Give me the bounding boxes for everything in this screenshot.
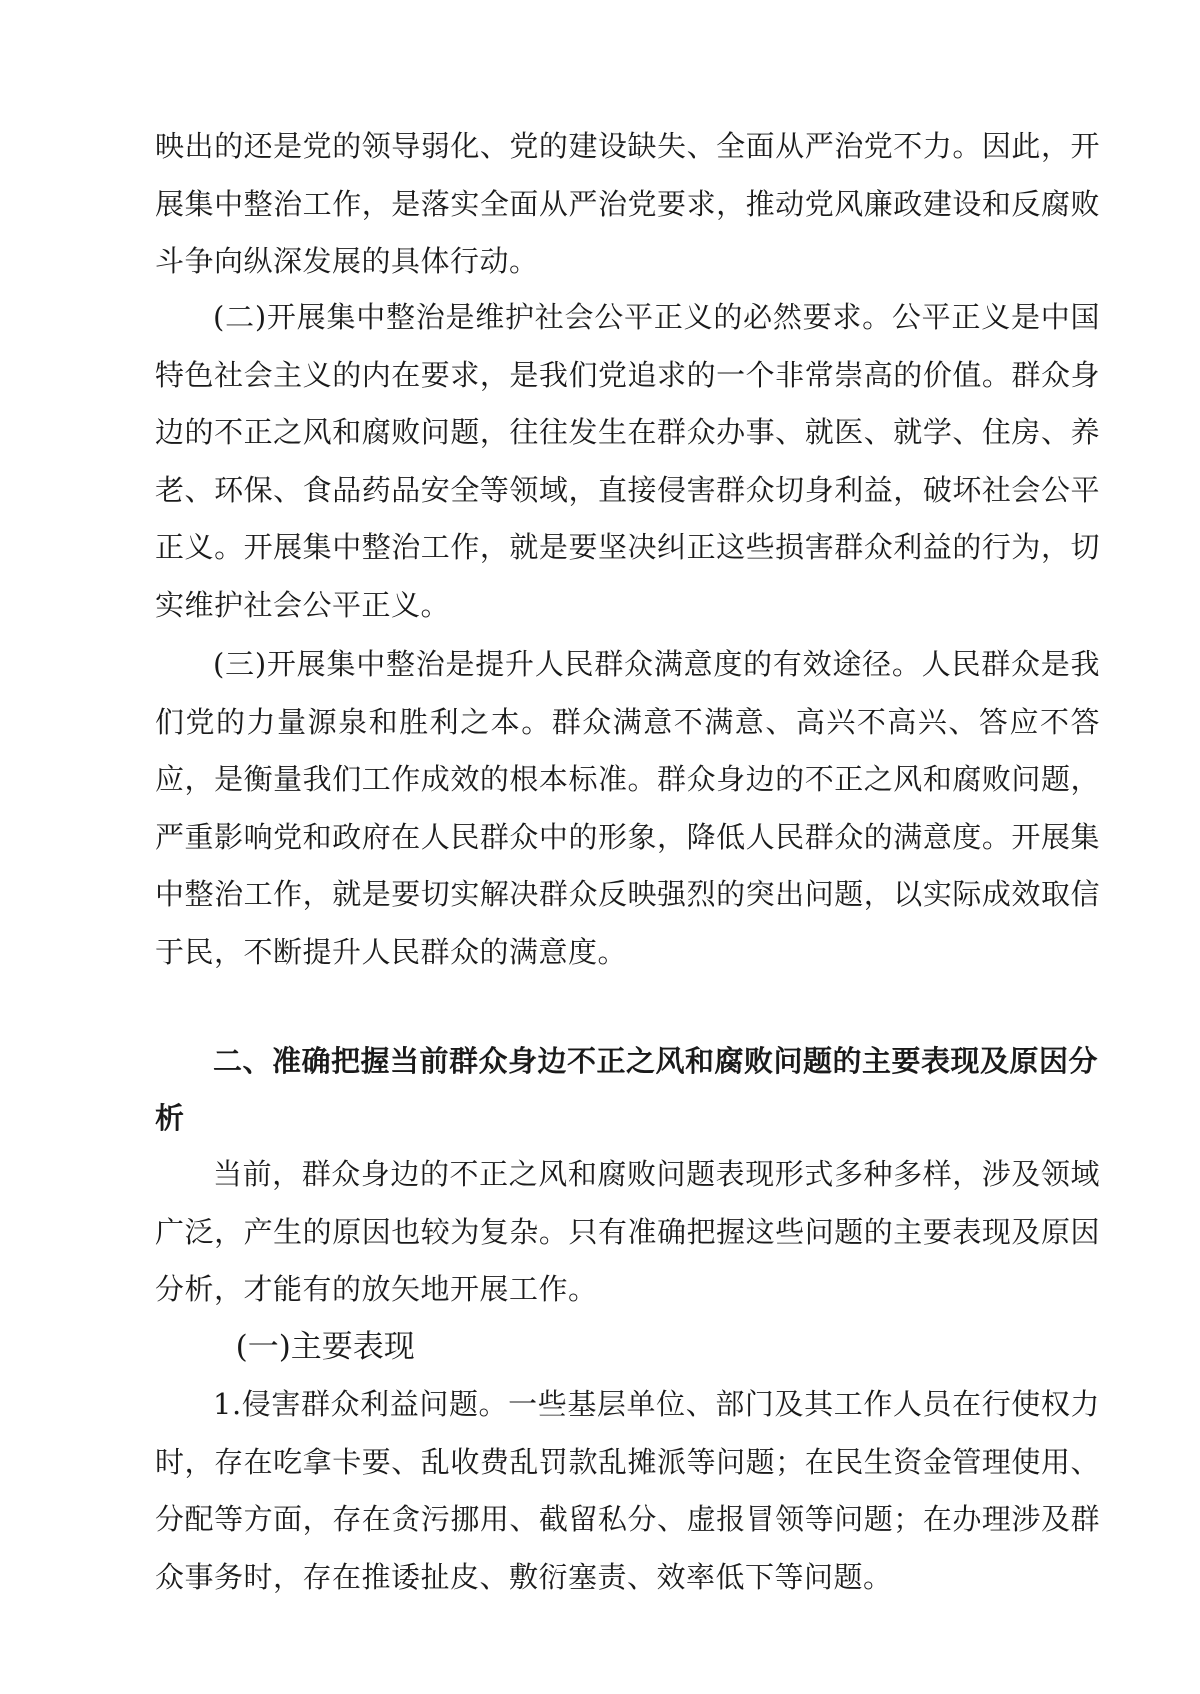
paragraph-intro: 当前，群众身边的不正之风和腐败问题表现形式多种多样，涉及领域广泛，产生的原因也较为复杂。只有准确把握这些问题的主要表现及原因分析，才能有的放矢地开展工作。 — [155, 1157, 1100, 1306]
subheading-main-manifestations: (一)主要表现 — [235, 1329, 415, 1365]
section-heading-2: 二、准确把握当前群众身边不正之风和腐败问题的主要表现及原因分析 — [155, 1044, 1099, 1135]
paragraph-section-2: (二)开展集中整治是维护社会公平正义的必然要求。公平正义是中国特色社会主义的内在要求，是我们党追求的一个非常崇高的价值。群众身边的不正之风和腐败问题，往往发生在群众办事、就医、就学、住房、养老、环保、食品药品安全等领域，直接侵害群众切身利益，破坏社会公平正义。开展集中整治工作，就是要坚决纠正这些损害群众利益的行为，切实维护社会公平正义。 — [155, 300, 1100, 622]
paragraph-continuation: 映出的还是党的领导弱化、党的建设缺失、全面从严治党不力。因此，开展集中整治工作，是落实全面从严治党要求，推动党风廉政建设和反腐败斗争向纵深发展的具体行动。 — [155, 129, 1100, 278]
paragraph-item-1: 1.侵害群众利益问题。一些基层单位、部门及其工作人员在行使权力时，存在吃拿卡要、乱收费乱罚款乱摊派等问题；在民生资金管理使用、分配等方面，存在贪污挪用、截留私分、虚报冒领等问题；在办理涉及群众事务时，存在推诿扯皮、敷衍塞责、效率低下等问题。 — [155, 1387, 1100, 1594]
paragraph-section-3: (三)开展集中整治是提升人民群众满意度的有效途径。人民群众是我们党的力量源泉和胜利之本。群众满意不满意、高兴不高兴、答应不答应，是衡量我们工作成效的根本标准。群众身边的不正之风和腐败问题，严重影响党和政府在人民群众中的形象，降低人民群众的满意度。开展集中整治工作，就是要切实解决群众反映强烈的突出问题，以实际成效取信于民，不断提升人民群众的满意度。 — [155, 647, 1100, 969]
